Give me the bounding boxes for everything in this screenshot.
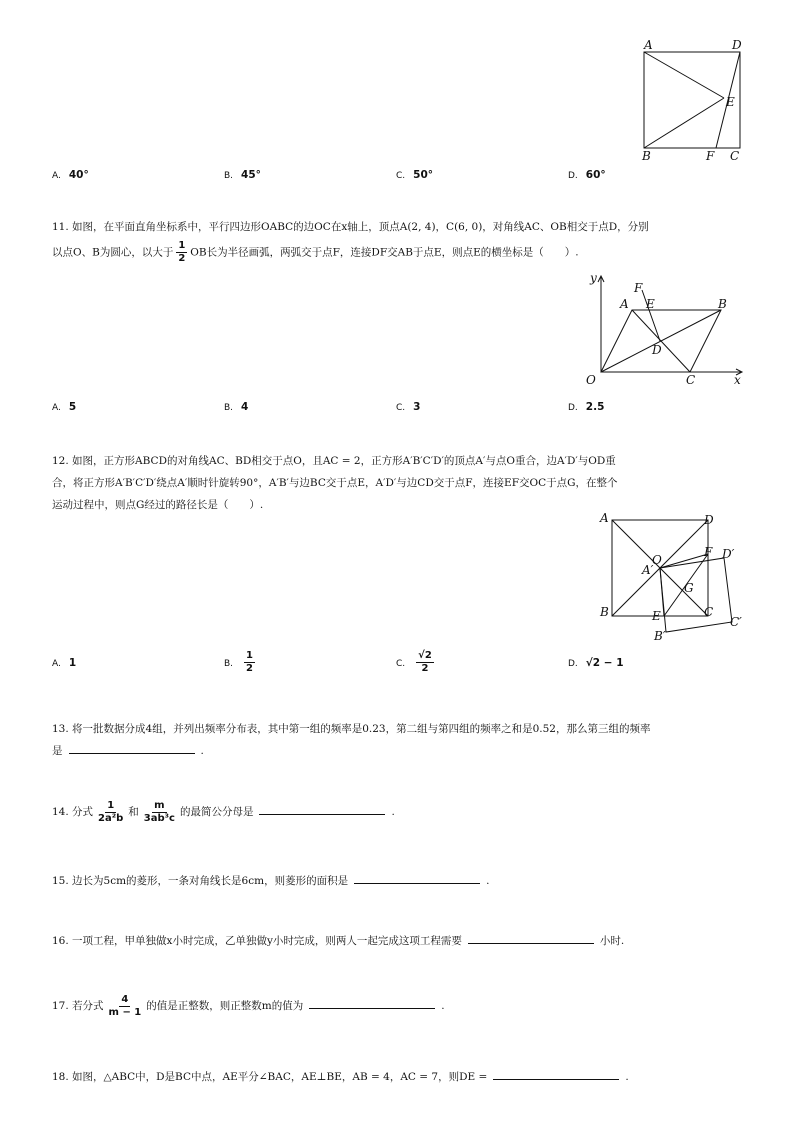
q14-f1-num: 1	[107, 799, 115, 811]
q12-option-c-den: 2	[421, 663, 429, 674]
q11-label-e: E	[646, 297, 655, 311]
q10-label-b: B	[642, 149, 651, 163]
q10-option-b[interactable]	[224, 168, 261, 183]
q12-option-b-num: 1	[246, 650, 254, 661]
q12-stem	[52, 450, 742, 516]
q14-f2-den: 3ab³c	[143, 812, 175, 824]
q17-end: .	[441, 1000, 445, 1012]
q11-stem	[52, 216, 742, 265]
q13-line2	[52, 740, 742, 762]
q17-f-num: 4	[121, 993, 129, 1005]
q17-stem	[52, 992, 742, 1020]
q10-option-a[interactable]	[52, 168, 89, 183]
q11-figure	[580, 268, 750, 390]
q12-label-g: G	[684, 581, 694, 595]
q12-option-d-label: D.	[568, 659, 578, 669]
q15-end: .	[486, 875, 490, 887]
q12-option-a-label: A.	[52, 659, 61, 669]
q11-fraction	[176, 240, 187, 265]
q10-option-c-value: 50°	[413, 169, 434, 181]
q11-line2-post: OB长为半径画弧，两弧交于点F，连接DF交AB于点E，则点E的横坐标是（ ）.	[190, 246, 579, 259]
q13-stem	[52, 718, 742, 762]
q10-label-e: E	[726, 95, 735, 109]
q12-line3: 运动过程中，则点G经过的路径长是（ ）.	[52, 499, 264, 511]
q14-post: 的最简公分母是	[179, 806, 254, 818]
q11-label-d: D	[652, 343, 662, 357]
q12-option-c-label: C.	[396, 658, 406, 669]
q13-line2-pre: 是	[52, 745, 63, 757]
q10-option-c-label: C.	[396, 171, 406, 181]
q17-f-den: m − 1	[108, 1006, 142, 1018]
q16-pre: 16. 一项工程，甲单独做x小时完成，乙单独做y小时完成，则两人一起完成这项工程需要	[52, 935, 462, 947]
q12-option-b-label: B.	[224, 658, 234, 669]
q14-end: .	[391, 806, 395, 818]
q10-option-b-value: 45°	[241, 169, 261, 181]
q14-f2-num: m	[154, 799, 165, 811]
q12-label-a-prime: A′	[642, 563, 654, 577]
q14-answer-blank[interactable]	[259, 802, 385, 815]
q12-option-c[interactable]	[396, 650, 437, 675]
q17-fraction	[107, 994, 144, 1019]
q12-label-b-prime: B′	[654, 629, 666, 643]
q18-end: .	[625, 1071, 629, 1083]
q11-label-a: A	[620, 297, 629, 311]
q10-label-a: A	[644, 38, 653, 52]
q11-option-a-label: A.	[52, 403, 61, 413]
q12-label-c-prime: C′	[730, 615, 742, 629]
q16-stem	[52, 930, 742, 952]
q11-option-a-value: 5	[68, 401, 77, 413]
q10-option-a-value: 40°	[68, 169, 89, 181]
q11-option-d[interactable]	[568, 400, 604, 415]
q15-pre: 15. 边长为5cm的菱形，一条对角线长是6cm，则菱形的面积是	[52, 875, 349, 887]
q11-frac-num: 1	[178, 240, 186, 251]
q11-option-b[interactable]	[224, 400, 248, 415]
q18-stem	[52, 1066, 742, 1088]
q11-option-a[interactable]	[52, 400, 76, 415]
q11-label-x: x	[734, 373, 741, 387]
q13-line1: 13. 将一批数据分成4组，并列出频率分布表，其中第一组的频率是0.23，第二组与第四组的频率之和是0.52，那么第三组的频率	[52, 723, 651, 735]
q10-option-d[interactable]	[568, 168, 606, 183]
q14-fraction-1	[96, 800, 125, 825]
q14-f1-den: 2a²b	[98, 812, 124, 824]
q17-answer-blank[interactable]	[309, 996, 435, 1009]
q12-label-e: E	[652, 609, 661, 623]
q11-label-o: O	[586, 373, 596, 387]
q13-line2-post: .	[200, 745, 204, 757]
q14-pre: 14. 分式	[52, 806, 94, 818]
q12-option-b-den: 2	[246, 663, 254, 674]
q13-answer-blank[interactable]	[69, 741, 195, 754]
q10-label-d: D	[732, 38, 742, 52]
q11-line1: 11. 如图，在平面直角坐标系中，平行四边形OABC的边OC在x轴上，顶点A(2, 4)，C(6, 0)，对角线AC、OB相交于点D，分别	[52, 221, 649, 233]
q12-option-d[interactable]	[568, 656, 624, 671]
q12-option-a[interactable]	[52, 656, 76, 671]
q15-answer-blank[interactable]	[354, 871, 480, 884]
q12-option-b[interactable]	[224, 650, 258, 675]
q12-label-f: F	[704, 545, 713, 559]
q11-option-d-value: 2.5	[585, 401, 605, 413]
q12-line1: 12. 如图，正方形ABCD的对角线AC、BD相交于点O，且AC = 2，正方形A′B′C′D′的顶点A′与点O重合，边A′D′与OD重	[52, 455, 616, 467]
q10-option-d-label: D.	[568, 171, 578, 181]
q12-label-o: O	[652, 553, 662, 567]
q10-label-f: F	[706, 149, 715, 163]
q11-label-b: B	[718, 297, 727, 311]
q17-post: 的值是正整数，则正整数m的值为	[146, 1000, 304, 1012]
q12-option-c-fraction	[416, 650, 434, 675]
q17-pre: 17. 若分式	[52, 1000, 104, 1012]
q18-answer-blank[interactable]	[493, 1067, 619, 1080]
q12-option-d-value: √2 − 1	[585, 657, 624, 669]
q14-stem	[52, 798, 742, 826]
q12-label-d-prime: D′	[722, 547, 735, 561]
q11-option-d-label: D.	[568, 403, 578, 413]
q12-option-c-num: √2	[418, 650, 432, 661]
q12-figure	[596, 508, 752, 644]
q11-frac-den: 2	[178, 253, 186, 264]
q16-answer-blank[interactable]	[468, 931, 594, 944]
q14-mid: 和	[128, 806, 139, 818]
q11-label-c: C	[686, 373, 696, 387]
q10-option-d-value: 60°	[585, 169, 606, 181]
q12-option-b-fraction	[244, 650, 255, 675]
q10-figure	[636, 36, 752, 164]
q11-line2	[52, 240, 742, 265]
q10-option-c[interactable]	[396, 168, 433, 183]
q12-label-a: A	[600, 511, 609, 525]
q16-end: 小时.	[599, 935, 625, 947]
q10-label-c: C	[730, 149, 740, 163]
q11-option-b-value: 4	[241, 401, 249, 413]
q11-line2-pre: 以点O、B为圆心，以大于	[52, 246, 174, 259]
q12-label-d: D	[704, 513, 714, 527]
q12-option-a-value: 1	[68, 657, 77, 669]
q11-option-b-label: B.	[224, 403, 234, 413]
q11-option-c[interactable]	[396, 400, 420, 415]
q15-stem	[52, 870, 742, 892]
q12-line2: 合，将正方形A′B′C′D′绕点A′顺时针旋转90°，A′B′与边BC交于点E，A′D′与边CD交于点F，连接EF交OC于点G，在整个	[52, 477, 618, 489]
q18-pre: 18. 如图，△ABC中，D是BC中点，AE平分∠BAC，AE⊥BE，AB = 4，AC = 7，则DE =	[52, 1071, 488, 1083]
q11-option-c-value: 3	[413, 401, 421, 413]
q11-option-c-label: C.	[396, 403, 406, 413]
q10-option-b-label: B.	[224, 171, 234, 181]
q11-label-y: y	[590, 271, 597, 285]
q12-label-b: B	[600, 605, 609, 619]
q14-fraction-2	[142, 800, 177, 825]
q12-label-c: C	[704, 605, 714, 619]
q10-option-a-label: A.	[52, 171, 61, 181]
q11-label-f: F	[634, 281, 643, 295]
